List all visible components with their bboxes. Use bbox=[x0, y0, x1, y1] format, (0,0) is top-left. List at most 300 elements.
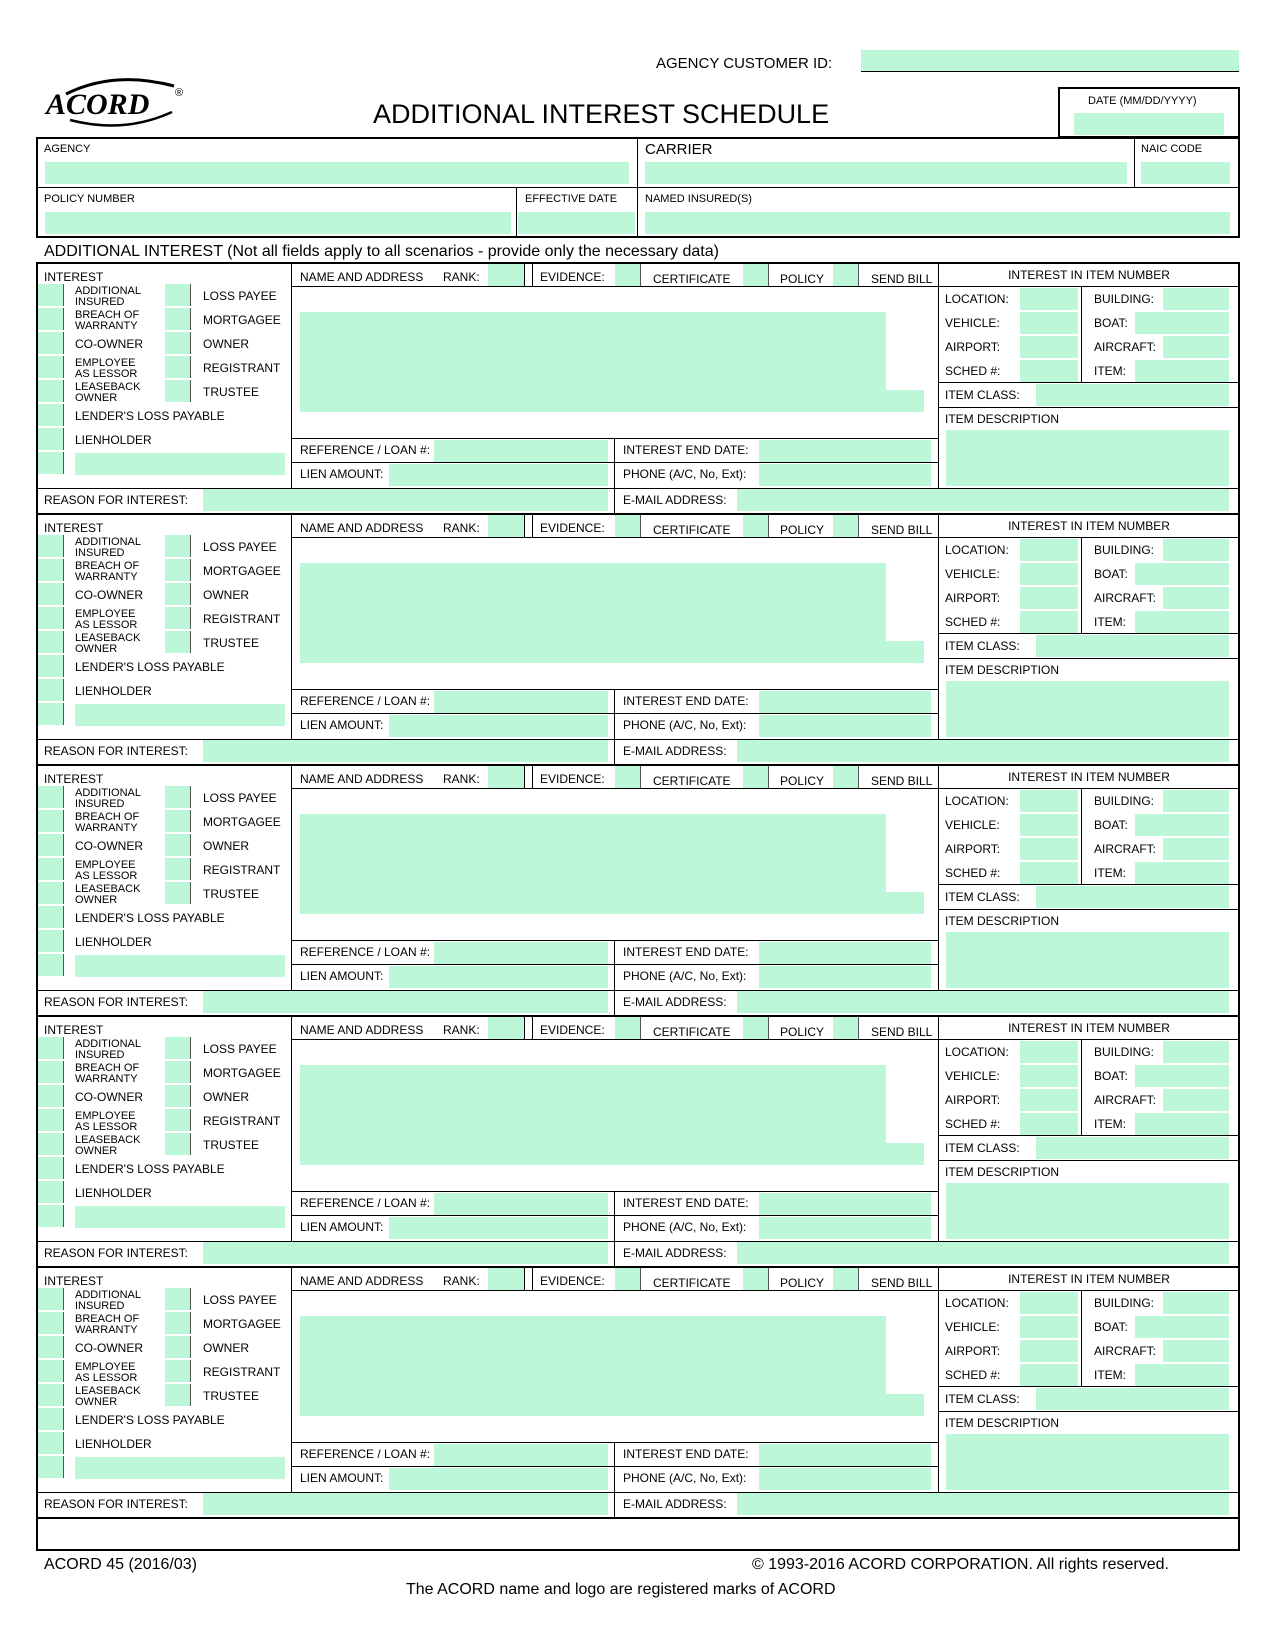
employee-as-lessor-checkbox[interactable] bbox=[38, 858, 64, 880]
phone-input[interactable] bbox=[759, 464, 931, 486]
loss-payee-label: LOSS PAYEE bbox=[203, 1293, 277, 1307]
phone-input[interactable] bbox=[759, 715, 931, 737]
item-description-input[interactable] bbox=[946, 1183, 1229, 1239]
other-interest-checkbox[interactable] bbox=[38, 954, 64, 976]
item-class-input[interactable] bbox=[1036, 635, 1229, 657]
reference-loan-input[interactable] bbox=[434, 942, 608, 964]
registrant-label: REGISTRANT bbox=[203, 612, 281, 626]
date-input[interactable] bbox=[1074, 113, 1224, 135]
breach-of-warranty-checkbox[interactable] bbox=[38, 1312, 64, 1334]
policy-checkbox[interactable] bbox=[743, 1017, 769, 1039]
loss-payee-label: LOSS PAYEE bbox=[203, 791, 277, 805]
reason-for-interest-input[interactable] bbox=[203, 1242, 608, 1264]
phone-label: PHONE (A/C, No, Ext): bbox=[623, 1220, 747, 1234]
item-description-label: ITEM DESCRIPTION bbox=[945, 1165, 1060, 1179]
lienholder-label: LIENHOLDER bbox=[75, 433, 152, 447]
additional-insured-label bbox=[75, 286, 141, 308]
lien-amount-input[interactable] bbox=[389, 1217, 608, 1239]
reference-loan-input[interactable] bbox=[434, 1193, 608, 1215]
employee-as-lessor-label-line: AS LESSOR bbox=[75, 619, 138, 631]
registrant-label: REGISTRANT bbox=[203, 361, 281, 375]
lenders-loss-payable-checkbox[interactable] bbox=[38, 1408, 64, 1430]
named-insured-input[interactable] bbox=[645, 212, 1230, 234]
co-owner-checkbox[interactable] bbox=[38, 332, 64, 354]
location-input[interactable] bbox=[1020, 1292, 1078, 1314]
item-description-input[interactable] bbox=[946, 681, 1229, 737]
email-address-input[interactable] bbox=[737, 740, 1229, 762]
employee-as-lessor-checkbox[interactable] bbox=[38, 356, 64, 378]
policy-checkbox[interactable] bbox=[743, 1268, 769, 1290]
additional-insured-label bbox=[75, 1290, 141, 1312]
send-bill-checkbox[interactable] bbox=[833, 515, 859, 537]
mortgagee-checkbox[interactable] bbox=[165, 810, 191, 832]
item-class-label: ITEM CLASS: bbox=[945, 639, 1020, 653]
interest-end-date-input[interactable] bbox=[759, 691, 931, 713]
other-interest-checkbox[interactable] bbox=[38, 1456, 64, 1478]
rule-line bbox=[1081, 1290, 1082, 1386]
sched-input[interactable] bbox=[1020, 1113, 1078, 1135]
aircraft-input[interactable] bbox=[1163, 1089, 1229, 1111]
location-input[interactable] bbox=[1020, 790, 1078, 812]
rule-line bbox=[291, 1039, 938, 1040]
additional-insured-checkbox[interactable] bbox=[38, 535, 64, 557]
other-interest-checkbox[interactable] bbox=[38, 452, 64, 474]
registrant-checkbox[interactable] bbox=[165, 1109, 191, 1131]
item-label: ITEM: bbox=[1094, 1117, 1126, 1131]
reason-for-interest-label: REASON FOR INTEREST: bbox=[44, 1497, 189, 1511]
leaseback-owner-label-line: LEASEBACK bbox=[75, 632, 141, 644]
sched-label: SCHED #: bbox=[945, 1368, 1001, 1382]
leaseback-owner-label-line: OWNER bbox=[75, 392, 118, 404]
other-interest-input[interactable] bbox=[75, 453, 285, 475]
evidence-label: EVIDENCE: bbox=[540, 772, 605, 786]
interest-end-date-input[interactable] bbox=[759, 1193, 931, 1215]
reason-for-interest-input[interactable] bbox=[203, 991, 608, 1013]
mortgagee-checkbox[interactable] bbox=[165, 1312, 191, 1334]
breach-of-warranty-label-line: WARRANTY bbox=[75, 822, 138, 834]
boat-input[interactable] bbox=[1135, 1065, 1229, 1087]
certificate-label: CERTIFICATE bbox=[653, 1276, 731, 1290]
interest-label: INTEREST bbox=[44, 270, 104, 284]
policy-checkbox[interactable] bbox=[743, 515, 769, 537]
location-input[interactable] bbox=[1020, 539, 1078, 561]
trustee-checkbox[interactable] bbox=[165, 1384, 191, 1406]
policy-label: POLICY bbox=[780, 1025, 825, 1039]
sched-input[interactable] bbox=[1020, 360, 1078, 382]
employee-as-lessor-label bbox=[75, 609, 137, 631]
additional-insured-checkbox[interactable] bbox=[38, 1037, 64, 1059]
other-interest-input[interactable] bbox=[75, 1206, 285, 1228]
trustee-label: TRUSTEE bbox=[203, 636, 260, 650]
name-and-address-input[interactable] bbox=[300, 563, 886, 641]
vehicle-input[interactable] bbox=[1020, 814, 1078, 836]
additional-insured-checkbox[interactable] bbox=[38, 284, 64, 306]
item-description-label: ITEM DESCRIPTION bbox=[945, 663, 1060, 677]
lenders-loss-payable-checkbox[interactable] bbox=[38, 655, 64, 677]
rule-line bbox=[938, 1015, 939, 1241]
leaseback-owner-label-line: OWNER bbox=[75, 1396, 118, 1408]
co-owner-checkbox[interactable] bbox=[38, 583, 64, 605]
boat-input[interactable] bbox=[1135, 312, 1229, 334]
leaseback-owner-checkbox[interactable] bbox=[38, 1384, 64, 1406]
rule-line bbox=[1238, 513, 1240, 764]
rank-input[interactable] bbox=[488, 1268, 524, 1290]
employee-as-lessor-label-line: EMPLOYEE bbox=[75, 859, 136, 871]
named-insured-label: NAMED INSURED(S) bbox=[645, 193, 752, 205]
airport-input[interactable] bbox=[1020, 587, 1078, 609]
certificate-label: CERTIFICATE bbox=[653, 774, 731, 788]
rank-label: RANK: bbox=[443, 1274, 480, 1288]
phone-input[interactable] bbox=[759, 966, 931, 988]
carrier-input[interactable] bbox=[645, 162, 1127, 184]
rule-line bbox=[532, 766, 533, 788]
lienholder-checkbox[interactable] bbox=[38, 428, 64, 450]
interest-end-date-label: INTEREST END DATE: bbox=[623, 1447, 749, 1461]
leaseback-owner-label-line: OWNER bbox=[75, 1145, 118, 1157]
leaseback-owner-checkbox[interactable] bbox=[38, 631, 64, 653]
send-bill-checkbox[interactable] bbox=[833, 264, 859, 286]
mortgagee-checkbox[interactable] bbox=[165, 1061, 191, 1083]
owner-checkbox[interactable] bbox=[165, 583, 191, 605]
send-bill-checkbox[interactable] bbox=[833, 1268, 859, 1290]
leaseback-owner-label bbox=[75, 633, 140, 655]
lien-amount-input[interactable] bbox=[389, 464, 608, 486]
co-owner-checkbox[interactable] bbox=[38, 834, 64, 856]
other-interest-input[interactable] bbox=[75, 1457, 285, 1479]
breach-of-warranty-checkbox[interactable] bbox=[38, 559, 64, 581]
other-interest-checkbox[interactable] bbox=[38, 1205, 64, 1227]
employee-as-lessor-checkbox[interactable] bbox=[38, 607, 64, 629]
employee-as-lessor-label bbox=[75, 358, 137, 380]
loss-payee-checkbox[interactable] bbox=[165, 786, 191, 808]
interest-end-date-input[interactable] bbox=[759, 440, 931, 462]
rule-line bbox=[291, 1466, 938, 1467]
employee-as-lessor-checkbox[interactable] bbox=[38, 1109, 64, 1131]
trustee-label: TRUSTEE bbox=[203, 1138, 260, 1152]
additional-insured-checkbox[interactable] bbox=[38, 786, 64, 808]
location-label: LOCATION: bbox=[945, 543, 1009, 557]
lienholder-checkbox[interactable] bbox=[38, 930, 64, 952]
lien-amount-input[interactable] bbox=[389, 715, 608, 737]
reference-loan-label: REFERENCE / LOAN #: bbox=[300, 694, 431, 708]
phone-input[interactable] bbox=[759, 1468, 931, 1490]
building-input[interactable] bbox=[1163, 539, 1229, 561]
reason-for-interest-input[interactable] bbox=[203, 1493, 608, 1515]
building-input[interactable] bbox=[1163, 288, 1229, 310]
mortgagee-checkbox[interactable] bbox=[165, 559, 191, 581]
effective-date-input[interactable] bbox=[518, 212, 635, 234]
phone-label: PHONE (A/C, No, Ext): bbox=[623, 1471, 747, 1485]
airport-input[interactable] bbox=[1020, 336, 1078, 358]
rank-input[interactable] bbox=[488, 515, 524, 537]
vehicle-input[interactable] bbox=[1020, 312, 1078, 334]
email-address-input[interactable] bbox=[737, 991, 1229, 1013]
item-description-input[interactable] bbox=[946, 1434, 1229, 1490]
certificate-checkbox[interactable] bbox=[615, 264, 641, 286]
rule-line bbox=[614, 689, 615, 764]
registrant-checkbox[interactable] bbox=[165, 1360, 191, 1382]
rule-line bbox=[938, 537, 1238, 538]
leaseback-owner-checkbox[interactable] bbox=[38, 380, 64, 402]
rule-line bbox=[938, 788, 1238, 789]
send-bill-checkbox[interactable] bbox=[833, 766, 859, 788]
registrant-checkbox[interactable] bbox=[165, 858, 191, 880]
loss-payee-label: LOSS PAYEE bbox=[203, 289, 277, 303]
certificate-checkbox[interactable] bbox=[615, 1268, 641, 1290]
send-bill-checkbox[interactable] bbox=[833, 1017, 859, 1039]
additional-insured-label-line: INSURED bbox=[75, 1300, 125, 1312]
lien-amount-input[interactable] bbox=[389, 1468, 608, 1490]
phone-input[interactable] bbox=[759, 1217, 931, 1239]
boat-input[interactable] bbox=[1135, 563, 1229, 585]
policy-checkbox[interactable] bbox=[743, 766, 769, 788]
carrier-label: CARRIER bbox=[645, 141, 713, 158]
item-input[interactable] bbox=[1135, 862, 1229, 884]
email-address-input[interactable] bbox=[737, 489, 1229, 511]
location-input[interactable] bbox=[1020, 1041, 1078, 1063]
item-input[interactable] bbox=[1135, 360, 1229, 382]
rule-line bbox=[291, 286, 938, 287]
co-owner-checkbox[interactable] bbox=[38, 1336, 64, 1358]
interest-in-item-number-label: INTEREST IN ITEM NUMBER bbox=[1008, 770, 1170, 784]
location-input[interactable] bbox=[1020, 288, 1078, 310]
vehicle-input[interactable] bbox=[1020, 1065, 1078, 1087]
policy-number-input[interactable] bbox=[45, 212, 511, 234]
rule-line bbox=[1081, 788, 1082, 884]
interest-in-item-number-label: INTEREST IN ITEM NUMBER bbox=[1008, 1272, 1170, 1286]
email-address-input[interactable] bbox=[737, 1493, 1229, 1515]
rule-line bbox=[291, 462, 938, 463]
boat-label: BOAT: bbox=[1094, 1320, 1128, 1334]
lienholder-checkbox[interactable] bbox=[38, 679, 64, 701]
leaseback-owner-label-line: OWNER bbox=[75, 894, 118, 906]
lien-amount-input[interactable] bbox=[389, 966, 608, 988]
loss-payee-checkbox[interactable] bbox=[165, 1037, 191, 1059]
sched-input[interactable] bbox=[1020, 611, 1078, 633]
rank-label: RANK: bbox=[443, 1023, 480, 1037]
trustee-checkbox[interactable] bbox=[165, 1133, 191, 1155]
breach-of-warranty-checkbox[interactable] bbox=[38, 810, 64, 832]
breach-of-warranty-label-line: WARRANTY bbox=[75, 320, 138, 332]
reference-loan-input[interactable] bbox=[434, 440, 608, 462]
co-owner-label: CO-OWNER bbox=[75, 1341, 143, 1355]
lienholder-label: LIENHOLDER bbox=[75, 1186, 152, 1200]
certificate-checkbox[interactable] bbox=[615, 766, 641, 788]
item-class-input[interactable] bbox=[1036, 1388, 1229, 1410]
aircraft-label: AIRCRAFT: bbox=[1094, 1093, 1157, 1107]
co-owner-label: CO-OWNER bbox=[75, 839, 143, 853]
item-class-label: ITEM CLASS: bbox=[945, 1392, 1020, 1406]
other-interest-input[interactable] bbox=[75, 955, 285, 977]
owner-checkbox[interactable] bbox=[165, 332, 191, 354]
reference-loan-label: REFERENCE / LOAN #: bbox=[300, 945, 431, 959]
owner-label: OWNER bbox=[203, 337, 249, 351]
lenders-loss-payable-checkbox[interactable] bbox=[38, 1157, 64, 1179]
airport-input[interactable] bbox=[1020, 838, 1078, 860]
evidence-label: EVIDENCE: bbox=[540, 270, 605, 284]
name-and-address-input[interactable] bbox=[300, 814, 886, 892]
lien-amount-label: LIEN AMOUNT: bbox=[300, 969, 384, 983]
building-input[interactable] bbox=[1163, 1292, 1229, 1314]
item-description-input[interactable] bbox=[946, 430, 1229, 486]
trustee-checkbox[interactable] bbox=[165, 631, 191, 653]
boat-input[interactable] bbox=[1135, 814, 1229, 836]
registrant-label: REGISTRANT bbox=[203, 863, 281, 877]
item-class-input[interactable] bbox=[1036, 886, 1229, 908]
rule-line bbox=[291, 1442, 938, 1443]
trustee-checkbox[interactable] bbox=[165, 882, 191, 904]
registrant-label: REGISTRANT bbox=[203, 1365, 281, 1379]
interest-end-date-input[interactable] bbox=[759, 942, 931, 964]
name-and-address-line-4-input[interactable] bbox=[300, 892, 924, 914]
item-input[interactable] bbox=[1135, 1364, 1229, 1386]
reference-loan-input[interactable] bbox=[434, 1444, 608, 1466]
building-label: BUILDING: bbox=[1094, 794, 1155, 808]
naic-code-input[interactable] bbox=[1141, 162, 1230, 184]
agency-input[interactable] bbox=[45, 162, 629, 184]
airport-input[interactable] bbox=[1020, 1089, 1078, 1111]
copyright: © 1993-2016 ACORD CORPORATION. All rights reserved. bbox=[752, 1556, 1169, 1573]
employee-as-lessor-checkbox[interactable] bbox=[38, 1360, 64, 1382]
rule-line bbox=[614, 940, 615, 1015]
lenders-loss-payable-checkbox[interactable] bbox=[38, 906, 64, 928]
leaseback-owner-label-line: LEASEBACK bbox=[75, 1134, 141, 1146]
aircraft-input[interactable] bbox=[1163, 587, 1229, 609]
rule-line bbox=[1081, 537, 1082, 633]
rule-line bbox=[938, 513, 939, 739]
rule-line bbox=[938, 764, 939, 990]
name-and-address-line-4-input[interactable] bbox=[300, 1143, 924, 1165]
name-and-address-input[interactable] bbox=[300, 1316, 886, 1394]
email-address-label: E-MAIL ADDRESS: bbox=[623, 995, 727, 1009]
mortgagee-label: MORTGAGEE bbox=[203, 815, 281, 829]
airport-input[interactable] bbox=[1020, 1340, 1078, 1362]
vehicle-input[interactable] bbox=[1020, 563, 1078, 585]
send-bill-label: SEND BILL bbox=[871, 523, 933, 537]
name-and-address-line-4-input[interactable] bbox=[300, 390, 924, 412]
leaseback-owner-checkbox[interactable] bbox=[38, 882, 64, 904]
vehicle-label: VEHICLE: bbox=[945, 818, 1000, 832]
additional-insured-label-line: ADDITIONAL bbox=[75, 285, 142, 297]
vehicle-label: VEHICLE: bbox=[945, 316, 1000, 330]
rule-line bbox=[291, 713, 938, 714]
owner-checkbox[interactable] bbox=[165, 834, 191, 856]
trustee-checkbox[interactable] bbox=[165, 380, 191, 402]
send-bill-label: SEND BILL bbox=[871, 1025, 933, 1039]
certificate-checkbox[interactable] bbox=[615, 1017, 641, 1039]
breach-of-warranty-label bbox=[75, 310, 139, 332]
loss-payee-checkbox[interactable] bbox=[165, 284, 191, 306]
rank-input[interactable] bbox=[488, 1017, 524, 1039]
item-class-input[interactable] bbox=[1036, 384, 1229, 406]
lenders-loss-payable-label: LENDER'S LOSS PAYABLE bbox=[75, 1162, 225, 1176]
rule-line bbox=[1081, 286, 1082, 382]
vehicle-input[interactable] bbox=[1020, 1316, 1078, 1338]
rule-line bbox=[532, 264, 533, 286]
name-and-address-label: NAME AND ADDRESS bbox=[300, 270, 424, 284]
breach-of-warranty-label-line: WARRANTY bbox=[75, 1324, 138, 1336]
leaseback-owner-checkbox[interactable] bbox=[38, 1133, 64, 1155]
rank-label: RANK: bbox=[443, 772, 480, 786]
email-address-label: E-MAIL ADDRESS: bbox=[623, 1246, 727, 1260]
rule-line bbox=[614, 1191, 615, 1266]
other-interest-input[interactable] bbox=[75, 704, 285, 726]
phone-label: PHONE (A/C, No, Ext): bbox=[623, 969, 747, 983]
loss-payee-checkbox[interactable] bbox=[165, 1288, 191, 1310]
mortgagee-checkbox[interactable] bbox=[165, 308, 191, 330]
loss-payee-checkbox[interactable] bbox=[165, 535, 191, 557]
email-address-input[interactable] bbox=[737, 1242, 1229, 1264]
name-and-address-input[interactable] bbox=[300, 1065, 886, 1143]
interest-end-date-input[interactable] bbox=[759, 1444, 931, 1466]
item-label: ITEM: bbox=[1094, 866, 1126, 880]
name-and-address-line-4-input[interactable] bbox=[300, 1394, 924, 1416]
rank-input[interactable] bbox=[488, 264, 524, 286]
additional-insured-checkbox[interactable] bbox=[38, 1288, 64, 1310]
reference-loan-input[interactable] bbox=[434, 691, 608, 713]
aircraft-input[interactable] bbox=[1163, 336, 1229, 358]
registrant-checkbox[interactable] bbox=[165, 356, 191, 378]
other-interest-checkbox[interactable] bbox=[38, 703, 64, 725]
owner-checkbox[interactable] bbox=[165, 1336, 191, 1358]
registrant-checkbox[interactable] bbox=[165, 607, 191, 629]
lenders-loss-payable-checkbox[interactable] bbox=[38, 404, 64, 426]
employee-as-lessor-label-line: EMPLOYEE bbox=[75, 608, 136, 620]
boat-input[interactable] bbox=[1135, 1316, 1229, 1338]
aircraft-label: AIRCRAFT: bbox=[1094, 1344, 1157, 1358]
building-input[interactable] bbox=[1163, 1041, 1229, 1063]
policy-checkbox[interactable] bbox=[743, 264, 769, 286]
breach-of-warranty-checkbox[interactable] bbox=[38, 308, 64, 330]
interest-end-date-label: INTEREST END DATE: bbox=[623, 1196, 749, 1210]
reference-loan-label: REFERENCE / LOAN #: bbox=[300, 443, 431, 457]
aircraft-input[interactable] bbox=[1163, 838, 1229, 860]
lienholder-checkbox[interactable] bbox=[38, 1432, 64, 1454]
send-bill-label: SEND BILL bbox=[871, 272, 933, 286]
name-and-address-input[interactable] bbox=[300, 312, 886, 390]
name-and-address-line-4-input[interactable] bbox=[300, 641, 924, 663]
rule-line bbox=[291, 1015, 292, 1241]
rule-line bbox=[524, 264, 525, 286]
sched-input[interactable] bbox=[1020, 862, 1078, 884]
building-input[interactable] bbox=[1163, 790, 1229, 812]
aircraft-input[interactable] bbox=[1163, 1340, 1229, 1362]
location-label: LOCATION: bbox=[945, 1296, 1009, 1310]
agency-customer-id-input[interactable] bbox=[861, 50, 1239, 72]
breach-of-warranty-checkbox[interactable] bbox=[38, 1061, 64, 1083]
reason-for-interest-input[interactable] bbox=[203, 489, 608, 511]
sched-input[interactable] bbox=[1020, 1364, 1078, 1386]
interest-end-date-label: INTEREST END DATE: bbox=[623, 443, 749, 457]
item-description-input[interactable] bbox=[946, 932, 1229, 988]
rule-line bbox=[532, 1017, 533, 1039]
rule-line bbox=[1238, 262, 1240, 513]
reason-for-interest-label: REASON FOR INTEREST: bbox=[44, 493, 189, 507]
rank-input[interactable] bbox=[488, 766, 524, 788]
rule-line bbox=[938, 1266, 939, 1492]
co-owner-checkbox[interactable] bbox=[38, 1085, 64, 1107]
item-class-input[interactable] bbox=[1036, 1137, 1229, 1159]
lienholder-checkbox[interactable] bbox=[38, 1181, 64, 1203]
item-input[interactable] bbox=[1135, 611, 1229, 633]
item-input[interactable] bbox=[1135, 1113, 1229, 1135]
rule-line bbox=[291, 689, 938, 690]
owner-checkbox[interactable] bbox=[165, 1085, 191, 1107]
reason-for-interest-input[interactable] bbox=[203, 740, 608, 762]
certificate-checkbox[interactable] bbox=[615, 515, 641, 537]
breach-of-warranty-label-line: WARRANTY bbox=[75, 1073, 138, 1085]
send-bill-label: SEND BILL bbox=[871, 1276, 933, 1290]
